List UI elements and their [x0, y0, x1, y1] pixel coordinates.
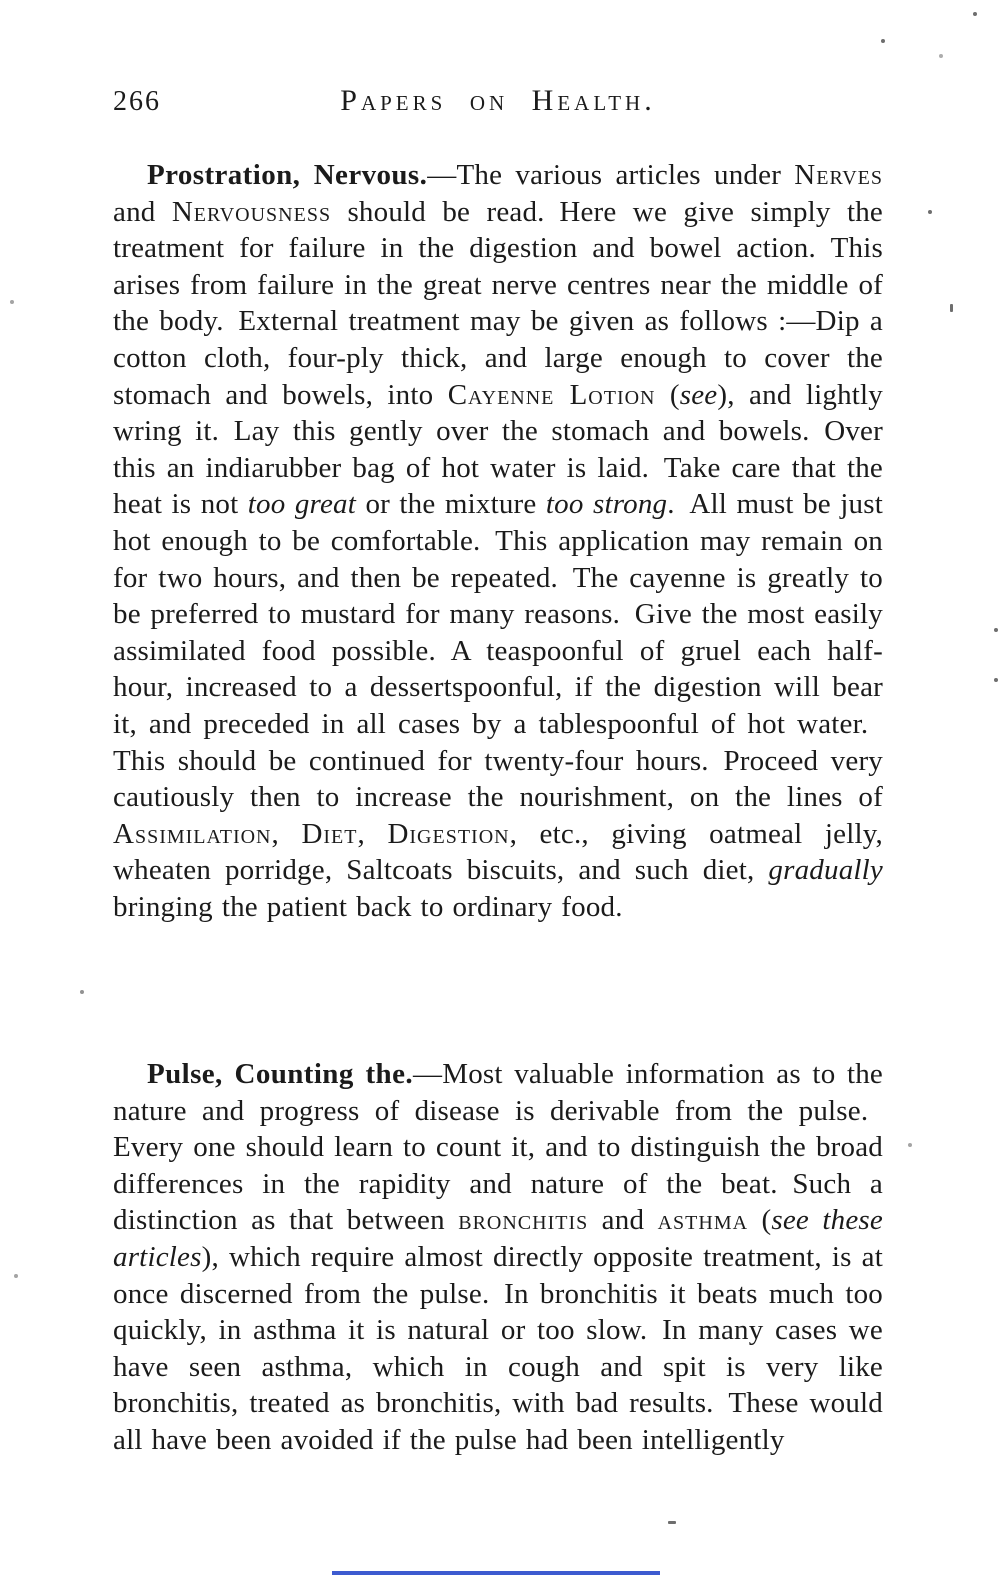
body-text: and [113, 195, 172, 228]
body-text: ( [748, 1204, 772, 1237]
body-text: . All must be just hot enough to be comfortable. This application may remain on for two hours, and then be repeated. The cayenne is greatly to be preferred to mustard for many reasons. Give the most easily assimilated food possible. A teaspoonful of gruel each half-hour, increased to a dessertspoonful, if the digestion will bear it, and preceded in all cases by a tablespoonful of hot water. This should be continued for twenty-four hours. Proceed very cautiously then to increase the nourishment, on the lines of [113, 488, 884, 814]
cross-reference: Cayenne Lotion [447, 378, 656, 411]
body-text: , [357, 817, 388, 850]
scan-speck [881, 39, 885, 43]
cross-reference: Nervousness [171, 195, 332, 228]
scan-speck [994, 678, 998, 682]
paragraph-1 [113, 1056, 883, 1459]
italic-text: see [679, 378, 718, 411]
italic-text: too strong [545, 488, 668, 521]
entry-heading: Pulse, Counting the. [147, 1058, 414, 1090]
body-text: —Most valuable information as to the nature and progress of disease is derivable from the pulse. Every one should learn to count it, and to distinguish the broad differences in the rapidity and nature of the beat. Such a distinction as that between [113, 1058, 883, 1237]
body-text: bringing the patient back to ordinary food. [113, 890, 623, 923]
cross-reference: Digestion [387, 817, 510, 850]
body-text: , [271, 817, 302, 850]
entry-heading: Prostration, Nervous. [147, 159, 428, 191]
cross-reference: Diet [301, 817, 358, 850]
body-text: ), and lightly wring it. Lay this gently over the stomach and bowels. Over this an indiarubber bag of hot water is laid. Take care that the heat is not [113, 378, 884, 521]
scan-speck [80, 990, 84, 994]
paragraph-0 [113, 157, 883, 925]
bottom-artifact-line [332, 1571, 660, 1575]
cross-reference: bronchitis [458, 1204, 589, 1237]
running-title: Papers on Health. [340, 84, 656, 117]
page-number: 266 [113, 86, 161, 117]
body-text: should be read. Here we give simply the treatment for failure in the digestion and bowel action. This arises from failure in the great nerve centres near the middle of the body. External treatment may be given as follows :—Dip a cotton cloth, four-ply thick, and large enough to cover the stomach and bowels, into [113, 195, 883, 411]
cross-reference: asthma [657, 1204, 749, 1237]
scan-speck [10, 300, 14, 304]
body-text: and [588, 1204, 658, 1237]
scan-speck [14, 1274, 18, 1278]
body-text: , etc., giving oatmeal jelly, wheaten porridge, Saltcoats biscuits, and such diet, [113, 817, 883, 887]
scan-speck [973, 12, 977, 16]
scan-speck [939, 54, 943, 58]
body-text: or the mixture [356, 488, 546, 521]
scan-speck [994, 628, 998, 632]
italic-text: gradually [768, 854, 883, 887]
italic-text: too great [247, 488, 357, 521]
scan-speck [668, 1521, 676, 1524]
body-text: ( [655, 378, 680, 411]
italic-text: see these articles [113, 1204, 883, 1273]
scan-speck [950, 304, 953, 312]
body-text: ), which require almost directly opposite treatment, is at once discerned from the pulse. In bronchitis it beats much too quickly, in asthma it is natural or too slow. In many cases we have seen asthma, which in cough and spit is very like bronchitis, treated as bronchitis, with bad results. These would all have been avoided if the pulse had been intelligently [113, 1240, 883, 1456]
body-text: —The various articles under [427, 159, 795, 191]
scan-speck [908, 1143, 912, 1147]
scan-speck [928, 210, 932, 214]
cross-reference: Assimilation [113, 817, 272, 850]
cross-reference: Nerves [794, 159, 883, 191]
